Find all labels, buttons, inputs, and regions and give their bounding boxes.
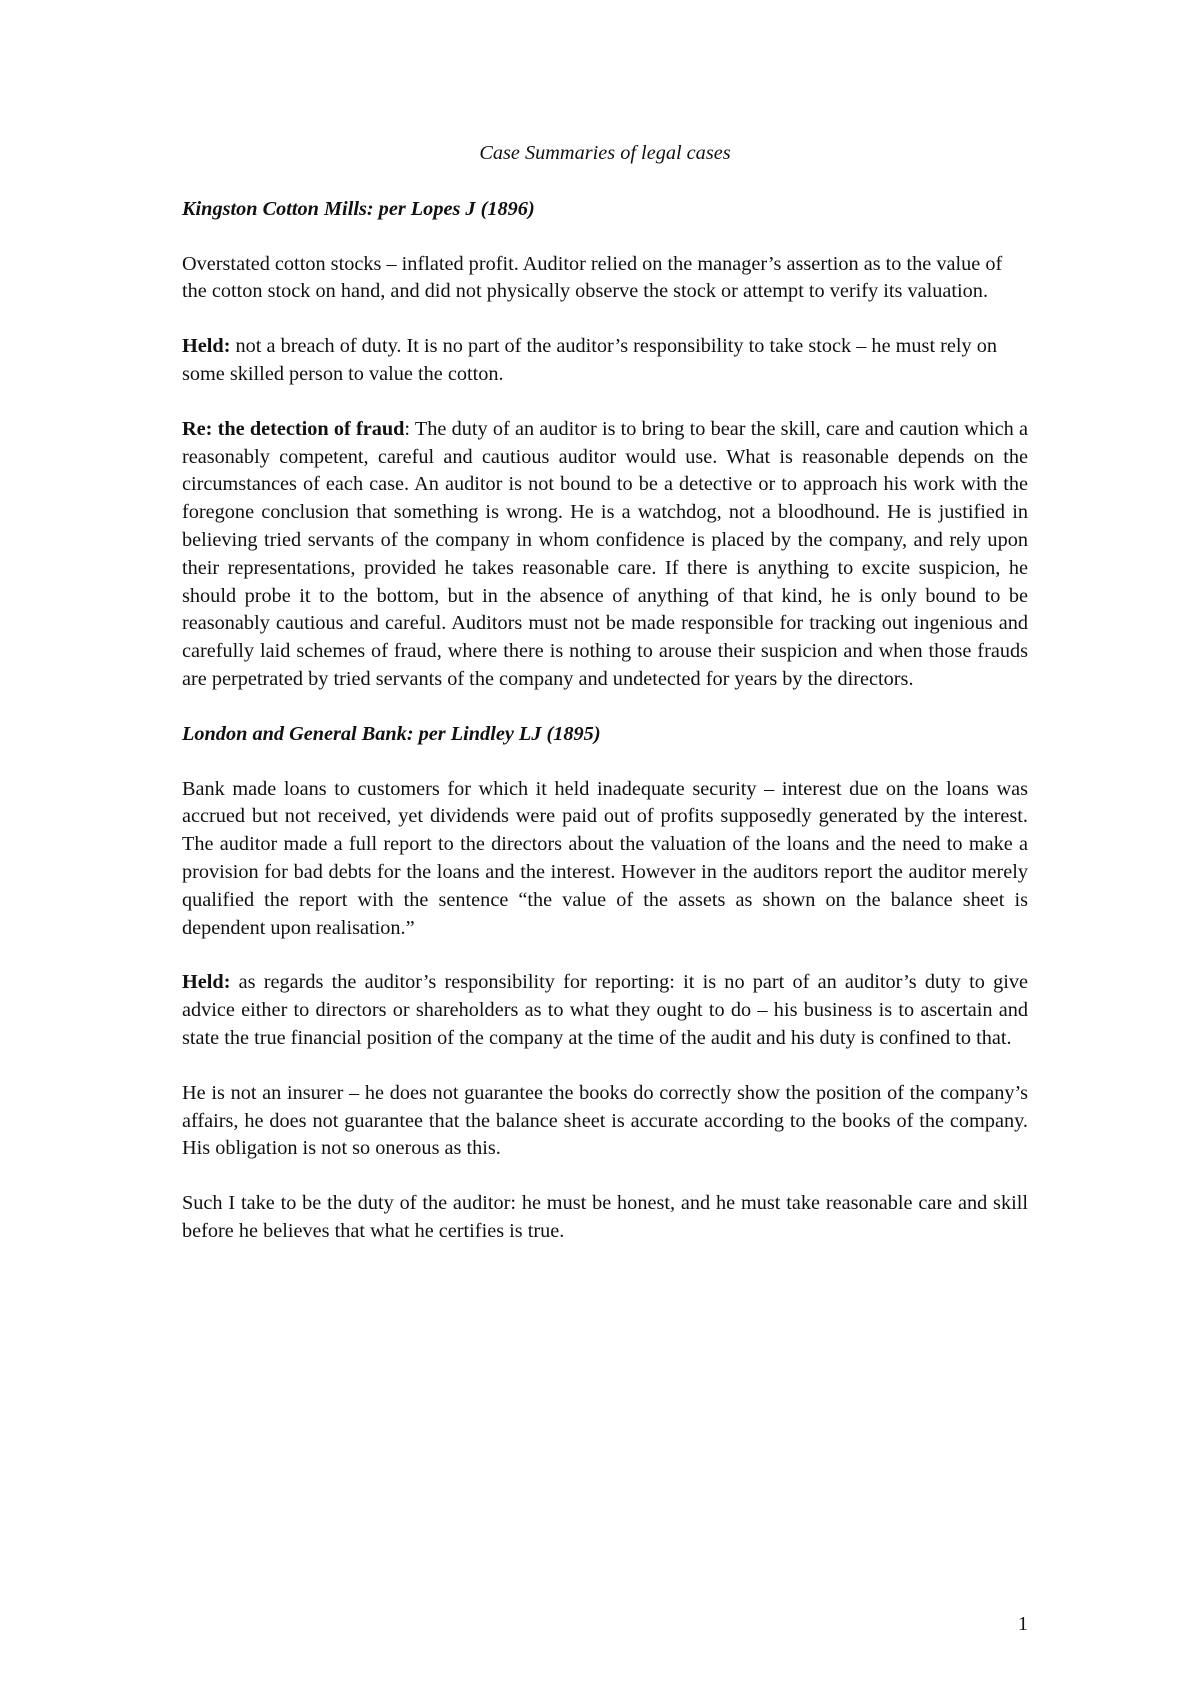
fraud-label: Re: the detection of fraud bbox=[182, 417, 405, 440]
case-facts-kingston: Overstated cotton stocks – inflated profit. Auditor relied on the manager’s assertion as to the value of the cotton stock on hand, and did not physically observe the stock or attempt to verify its valuation. bbox=[182, 252, 1003, 303]
held-label: Held: bbox=[182, 335, 231, 358]
document-title: Case Summaries of legal cases bbox=[479, 142, 731, 164]
case-held-kingston bbox=[182, 333, 1028, 389]
case-fraud-paragraph bbox=[182, 416, 1028, 694]
case-facts-london: Bank made loans to customers for which it held inadequate security – interest due on the loans was accrued but not received, yet dividends were paid out of profits supposedly generated by the interest. The auditor made a full report to the directors about the valuation of the loans and the need to make a provision for bad debts for the loans and the interest. However in the auditors report the auditor merely qualified the report with the sentence “the value of the assets as shown on the balance sheet is dependent upon realisation.” bbox=[182, 777, 1028, 939]
case-heading-london: London and General Bank: per Lindley LJ (1895) bbox=[182, 722, 601, 745]
page-number: 1 bbox=[1017, 1613, 1028, 1635]
case-duty-paragraph: Such I take to be the duty of the auditor: he must be honest, and he must take reasonable care and skill before he believes that what he certifies is true. bbox=[182, 1192, 1028, 1242]
held-label: Held: bbox=[182, 971, 231, 994]
document-page bbox=[182, 140, 1028, 1273]
case-insurer-paragraph: He is not an insurer – he does not guarantee the books do correctly show the position of the company’s affairs, he does not guarantee that the balance sheet is accurate according to the books of the company. His obligation is not so onerous as this. bbox=[182, 1081, 1028, 1160]
held-text: not a breach of duty. It is no part of the auditor’s responsibility to take stock – he must rely on some skilled person to value the cotton. bbox=[182, 335, 998, 385]
held-text: as regards the auditor’s responsibility for reporting: it is no part of an auditor’s duty to give advice either to directors or shareholders as to what they ought to do – his business is to ascertain and state the true financial position of the company at the time of the audit and his duty is confined to that. bbox=[182, 971, 1028, 1049]
case-heading-kingston: Kingston Cotton Mills: per Lopes J (1896) bbox=[182, 197, 535, 220]
case-held-london bbox=[182, 969, 1028, 1052]
fraud-text: : The duty of an auditor is to bring to bear the skill, care and caution which a reasonably competent, careful and cautious auditor would use. What is reasonable depends on the circumstances of each case. An auditor is not bound to be a detective or to approach his work with the foregone conclusion that something is wrong. He is a watchdog, not a bloodhound. He is justified in believing tried servants of the company in whom confidence is placed by the company, and rely upon their representations, provided he takes reasonable care. If there is anything to excite suspicion, he should probe it to the bottom, but in the absence of anything of that kind, he is only bound to be reasonably cautious and careful. Auditors must not be made responsible for tracking out ingenious and carefully laid schemes of fraud, where there is nothing to arouse their suspicion and when those frauds are perpetrated by tried servants of the company and undetected for years by the directors. bbox=[182, 417, 1028, 690]
